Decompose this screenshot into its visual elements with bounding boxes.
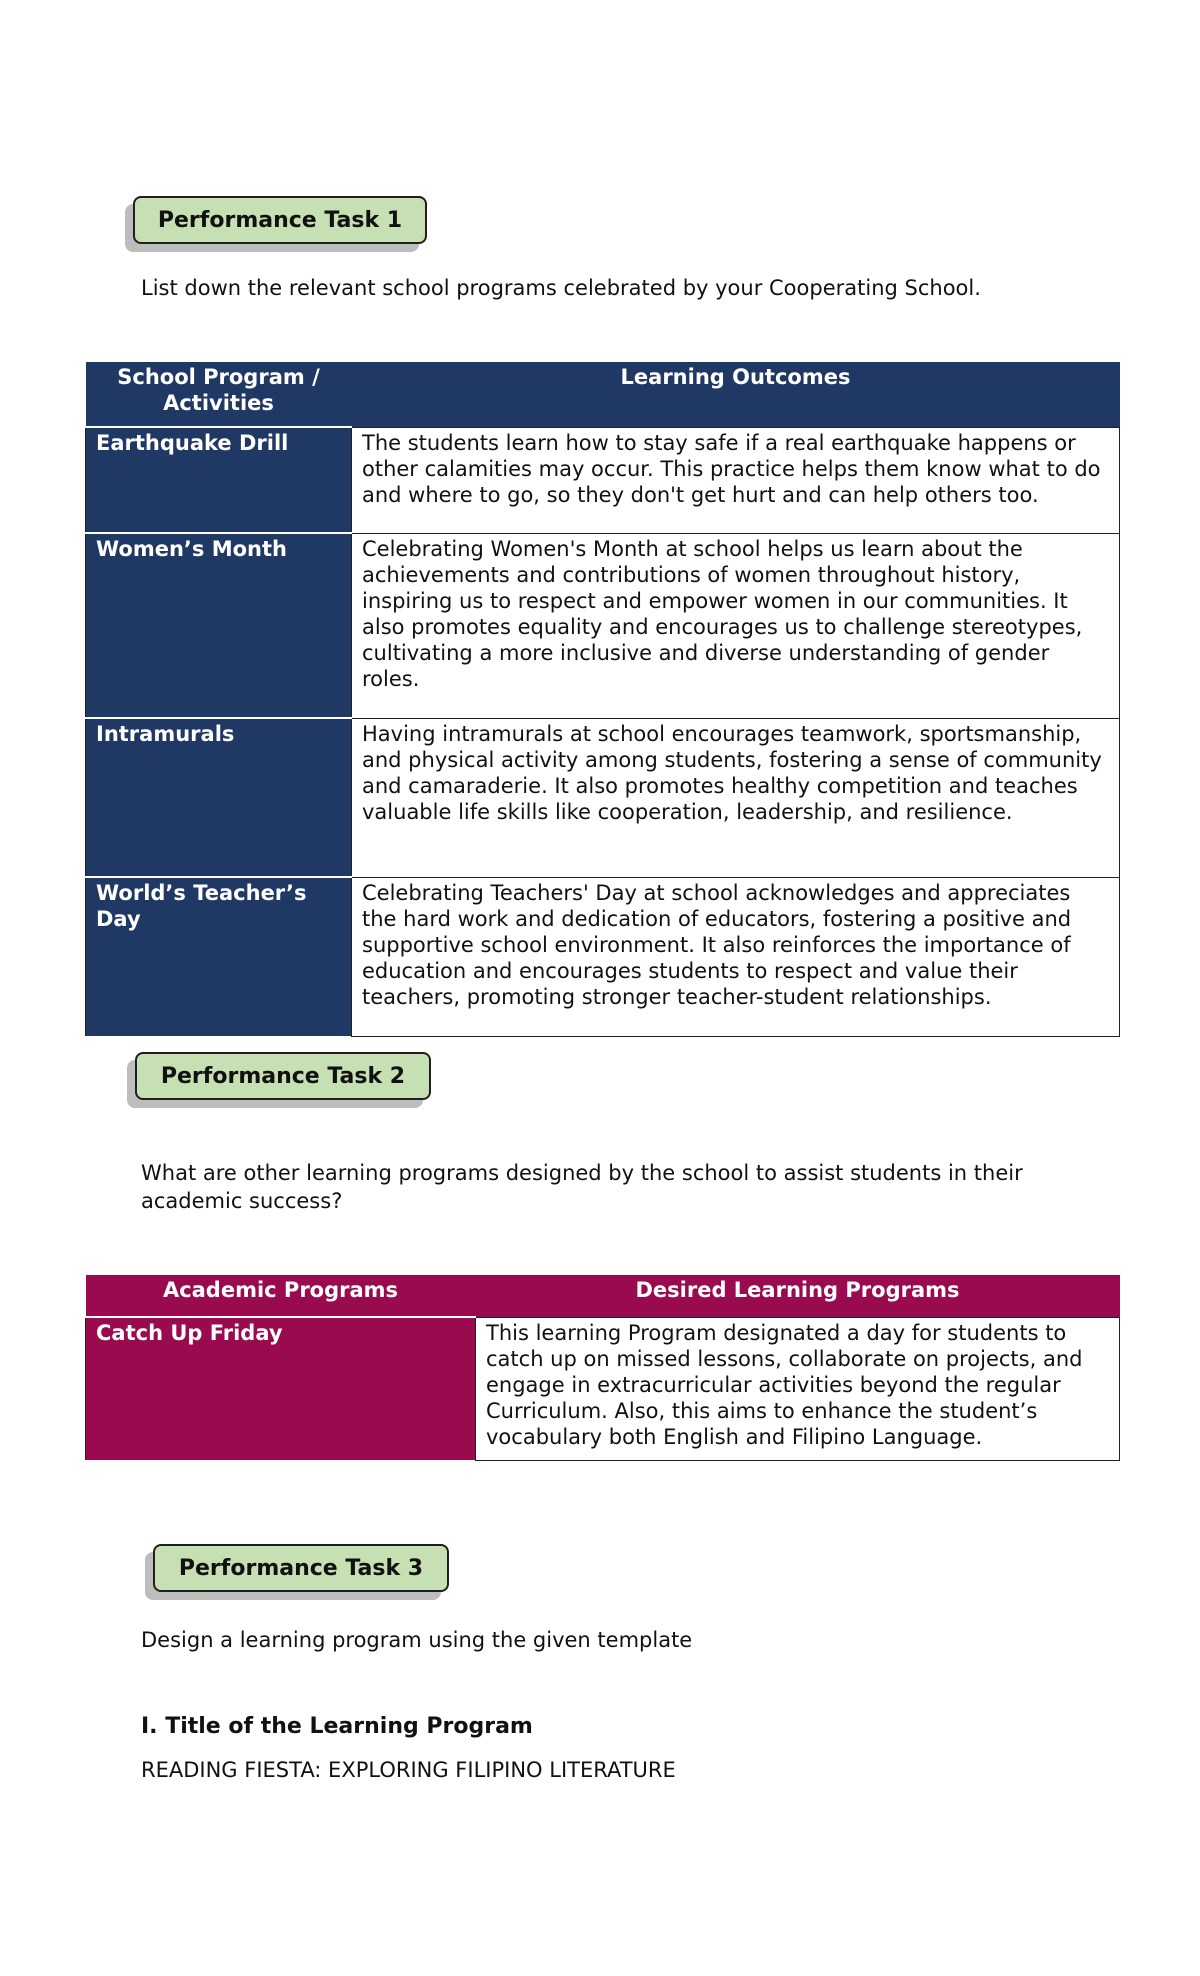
- program-name: Catch Up Friday: [86, 1317, 476, 1460]
- learning-outcome: Having intramurals at school encourages teamwork, sportsmanship, and physical activity among students, fostering a sense of community and camaraderie. It also promotes healthy competition and teaches valuable life skills like cooperation, leadership, and resilience.: [352, 718, 1120, 877]
- table-header-row: [86, 1275, 1120, 1317]
- program-name: Intramurals: [86, 718, 352, 877]
- learning-outcome: Celebrating Teachers' Day at school acknowledges and appreciates the hard work and dedication of educators, fostering a positive and supportive school environment. It also reinforces the importance of education and encourages students to respect and value their teachers, promoting stronger teacher-student relationships.: [352, 877, 1120, 1036]
- table-row: [86, 533, 1120, 718]
- program-name: Earthquake Drill: [86, 427, 352, 533]
- program-name: Women’s Month: [86, 533, 352, 718]
- table-row: [86, 1317, 1120, 1460]
- task1-prompt: List down the relevant school programs celebrated by your Cooperating School.: [141, 276, 981, 300]
- section-title: I. Title of the Learning Program: [141, 1714, 533, 1739]
- table-row: [86, 718, 1120, 877]
- school-programs-table: [85, 362, 1120, 1037]
- learning-outcome: The students learn how to stay safe if a real earthquake happens or other calamities may occur. This practice helps them know what to do and where to go, so they don't get hurt and can help others too.: [352, 427, 1120, 533]
- task3-prompt: Design a learning program using the given template: [141, 1628, 693, 1652]
- performance-task-2-label: Performance Task 2: [135, 1052, 431, 1100]
- performance-task-3-label: Performance Task 3: [153, 1544, 449, 1592]
- table-row: [86, 877, 1120, 1036]
- academic-programs-table: [85, 1275, 1120, 1461]
- column-header-program: School Program / Activities: [86, 362, 352, 427]
- column-header-outcomes: Learning Outcomes: [352, 362, 1120, 427]
- column-header-academic: Academic Programs: [86, 1275, 476, 1317]
- program-name: World’s Teacher’s Day: [86, 877, 352, 1036]
- program-title-value: READING FIESTA: EXPLORING FILIPINO LITERATURE: [141, 1758, 676, 1782]
- table-header-row: [86, 362, 1120, 427]
- task2-prompt: What are other learning programs designed by the school to assist students in their academic success?: [141, 1161, 1023, 1213]
- column-header-desired: Desired Learning Programs: [476, 1275, 1120, 1317]
- table-row: [86, 427, 1120, 533]
- learning-outcome: Celebrating Women's Month at school helps us learn about the achievements and contributions of women throughout history, inspiring us to respect and empower women in our communities. It also promotes equality and encourages us to challenge stereotypes, cultivating a more inclusive and diverse understanding of gender roles.: [352, 533, 1120, 718]
- performance-task-1-label: Performance Task 1: [133, 196, 427, 244]
- program-description: This learning Program designated a day for students to catch up on missed lessons, collaborate on projects, and engage in extracurricular activities beyond the regular Curriculum. Also, this aims to enhance the student’s vocabulary both English and Filipino Language.: [476, 1317, 1120, 1460]
